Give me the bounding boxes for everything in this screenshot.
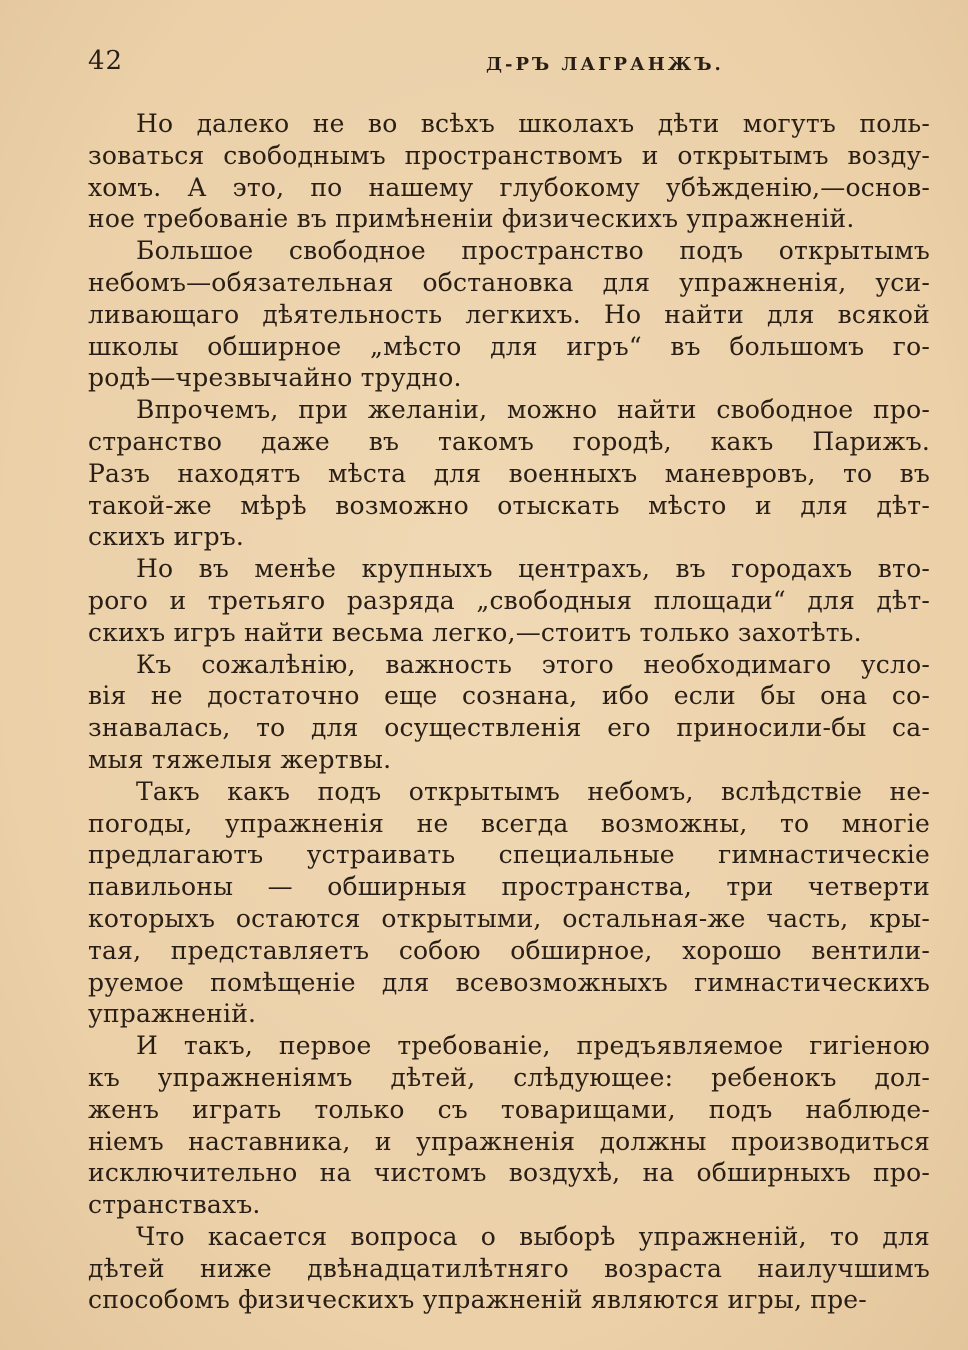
text-line: Но въ менѣе крупныхъ центрахъ, въ городахъ вто-	[136, 554, 930, 584]
paragraph	[88, 1030, 930, 1221]
text-line: Большое свободное пространство подъ открытымъ	[136, 236, 930, 266]
text-line: родѣ—чрезвычайно трудно.	[88, 363, 462, 393]
text-line: Но далеко не во всѣхъ школахъ дѣти могутъ поль-	[136, 109, 930, 138]
text-line: къ упражненіямъ дѣтей, слѣдующее: ребенокъ дол-	[88, 1062, 930, 1092]
text-line: скихъ игръ.	[88, 522, 245, 552]
text-line: Такъ какъ подъ открытымъ небомъ, вслѣдствіе не-	[136, 776, 930, 806]
text-line: Къ сожалѣнію, важность этого необходимаго усло-	[136, 649, 930, 679]
text-line: Впрочемъ, при желаніи, можно найти свободное про-	[136, 395, 930, 425]
text-line: женъ играть только съ товарищами, подъ наблюде-	[88, 1094, 930, 1124]
paragraph	[88, 553, 930, 648]
text-line: И такъ, первое требованіе, предъявляемое гигіеною	[136, 1031, 930, 1061]
body-text	[88, 108, 930, 1316]
text-line: павильоны — обширныя пространства, три четверти	[88, 872, 930, 902]
paragraph	[88, 1221, 930, 1316]
text-line: Разъ находятъ мѣста для военныхъ маневровъ, то въ	[88, 458, 930, 488]
text-line: погоды, упражненія не всегда возможны, то многіе	[88, 808, 930, 838]
paragraph	[88, 394, 930, 553]
paragraph	[88, 235, 930, 394]
text-line: такой-же мѣрѣ возможно отыскать мѣсто и для дѣт-	[88, 490, 930, 520]
text-line: странство даже въ такомъ городѣ, какъ Парижъ.	[88, 426, 930, 456]
text-line: школы обширное „мѣсто для игръ“ въ большомъ го-	[88, 331, 930, 361]
text-line: упражненій.	[88, 999, 257, 1029]
page-header	[88, 46, 930, 80]
text-line: вія не достаточно еще сознана, ибо если бы она со-	[88, 681, 930, 711]
text-line: руемое помѣщеніе для всевозможныхъ гимнастическихъ	[88, 967, 930, 997]
text-line: хомъ. А это, по нашему глубокому убѣжденію,—основ-	[88, 172, 930, 202]
text-line: ное требованіе въ примѣненіи физическихъ упражненій.	[88, 204, 855, 234]
running-title: Д-РЪ ЛАГРАНЖЪ.	[486, 54, 724, 75]
text-line: мыя тяжелыя жертвы.	[88, 744, 392, 774]
text-line: предлагаютъ устраивать специальные гимнастическіе	[88, 840, 930, 870]
text-line: тая, представляетъ собою обширное, хорошо вентили-	[88, 935, 930, 965]
text-line: зоваться свободнымъ пространствомъ и открытымъ возду-	[88, 140, 930, 170]
text-line: странствахъ.	[88, 1190, 261, 1220]
text-line: Что касается вопроса о выборѣ упражненій, то для	[136, 1221, 930, 1251]
text-line: небомъ—обязательная обстановка для упражненія, уси-	[88, 267, 930, 297]
text-line: рого и третьяго разряда „свободныя площади“ для дѣт-	[88, 585, 930, 615]
text-line: ніемъ наставника, и упражненія должны производиться	[88, 1126, 930, 1156]
text-line: которыхъ остаются открытыми, остальная-же часть, кры-	[88, 903, 930, 933]
text-line: дѣтей ниже двѣнадцатилѣтняго возраста наилучшимъ	[88, 1253, 930, 1283]
text-line: исключительно на чистомъ воздухѣ, на обширныхъ про-	[88, 1158, 930, 1188]
text-line: знавалась, то для осуществленія его приносили-бы са-	[88, 713, 930, 743]
text-line: способомъ физическихъ упражненій являются игры, пре-	[88, 1285, 867, 1315]
page-number: 42	[88, 46, 124, 76]
paragraph	[88, 649, 930, 776]
paragraph	[88, 776, 930, 1030]
text-line: ливающаго дѣятельность легкихъ. Но найти для всякой	[88, 299, 930, 329]
paragraph	[88, 108, 930, 235]
text-line: скихъ игръ найти весьма легко,—стоитъ только захотѣть.	[88, 617, 862, 647]
